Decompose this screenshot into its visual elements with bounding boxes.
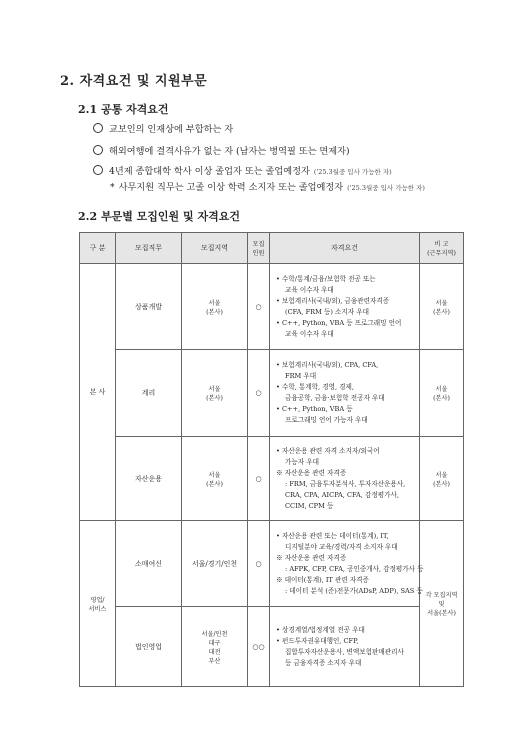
job-cell: 소매여신 <box>116 521 182 607</box>
qualifications-cell: • 자산운용 관련 자격 소지자/외국어 가능자 우대 ※ 자산운용 관련 자격증 : FRM, 금융투자분석사, 투자자산운용사, CRA, CPA, AICPA, CFA, 감정평가사, CCIM, CPM 등 <box>270 437 420 521</box>
circle-bullet-icon <box>93 165 103 175</box>
division-cell: 영업/ 서비스 <box>80 521 116 687</box>
count-cell: ○ <box>248 437 270 521</box>
table-header-row <box>80 233 464 264</box>
common-requirements-title: 2.1 공통 자격요건 <box>78 103 169 116</box>
remark-cell: 서울 (본사) <box>420 350 464 437</box>
table-row <box>80 521 464 607</box>
table-row <box>80 607 464 687</box>
header-region: 모집지역 <box>182 233 248 264</box>
region-cell: 서울/인천 대구 대전 부산 <box>182 607 248 687</box>
qualifications-cell: • 상경계열/법정계열 전공 우대 • 펀드투자권유대행인, CFP, 집합투자자산운용사, 변액보험판매관리사 등 금융자격증 소지자 우대 <box>270 607 420 687</box>
common-item-1: 교보인의 인재상에 부합하는 자 <box>93 121 233 135</box>
section-title: 2. 자격요건 및 지원부문 <box>60 74 208 89</box>
count-cell: ○ <box>248 350 270 437</box>
circle-bullet-icon <box>93 123 103 133</box>
table-row <box>80 437 464 521</box>
region-cell: 서울/경기/인천 <box>182 521 248 607</box>
region-cell: 서울 (본사) <box>182 264 248 350</box>
circle-bullet-icon <box>93 145 103 155</box>
job-cell: 계리 <box>116 350 182 437</box>
remark-cell: 서울 (본사) <box>420 264 464 350</box>
header-remark: 비 고 (근무지역) <box>420 233 464 264</box>
table-row <box>80 264 464 350</box>
common-item-2: 해외여행에 결격사유가 없는 자 (남자는 병역필 또는 면제자) <box>93 143 350 157</box>
count-cell: ○○ <box>248 607 270 687</box>
region-cell: 서울 (본사) <box>182 350 248 437</box>
count-cell: ○ <box>248 264 270 350</box>
common-sub-item: * 사무지원 직무는 고졸 이상 학력 소지자 또는 졸업예정자 ('25.3월중 입사 가능한 자) <box>110 182 425 193</box>
dept-requirements-title: 2.2 부문별 모집인원 및 자격요건 <box>78 210 240 223</box>
division-cell: 본 사 <box>80 264 116 521</box>
count-cell: ○ <box>248 521 270 607</box>
header-qualifications: 자격요건 <box>270 233 420 264</box>
job-cell: 상품개발 <box>116 264 182 350</box>
qualifications-cell: • 보험계리사(국내/외), CPA, CFA, FRM 우대 • 수학, 통계학, 경영, 경제, 금융공학, 금융·보험학 전공자 우대 • C++, Python, VBA 등 프로그래밍 언어 가능자 우대 <box>270 350 420 437</box>
qualifications-cell: • 수학/통계/금융/보험학 전공 또는 교육 이수자 우대 • 보험계리사(국내/외), 금융관련자격증 (CFA, FRM 등) 소지자 우대 • C++, Python, VBA 등 프로그래밍 언어 교육 이수자 우대 <box>270 264 420 350</box>
job-cell: 자산운용 <box>116 437 182 521</box>
remark-cell: 서울 (본사) <box>420 437 464 521</box>
job-cell: 법인영업 <box>116 607 182 687</box>
header-division: 구 분 <box>80 233 116 264</box>
header-count: 모집 인원 <box>248 233 270 264</box>
region-cell: 서울 (본사) <box>182 437 248 521</box>
common-item-3: 4년제 종합대학 학사 이상 졸업자 또는 졸업예정자 ('25.3월중 입사 가능한 자) <box>93 163 392 177</box>
remark-cell: 각 모집지역 및 서울(본사) <box>420 521 464 687</box>
recruitment-table <box>79 232 464 687</box>
header-job: 모집직무 <box>116 233 182 264</box>
table-row <box>80 350 464 437</box>
qualifications-cell: • 자산운용 관련 또는 데이터(통계), IT, 디지털분야 교육/경력/자격 소지자 우대 ※ 자산운용 관련 자격증 : AFPK, CFP, CFA, 공인중개사, 감정평가사 등 ※ 데이터(통계), IT 관련 자격증 : 데이터 분석 (준)전문가(ADsP, ADP), SAS 등 <box>270 521 420 607</box>
